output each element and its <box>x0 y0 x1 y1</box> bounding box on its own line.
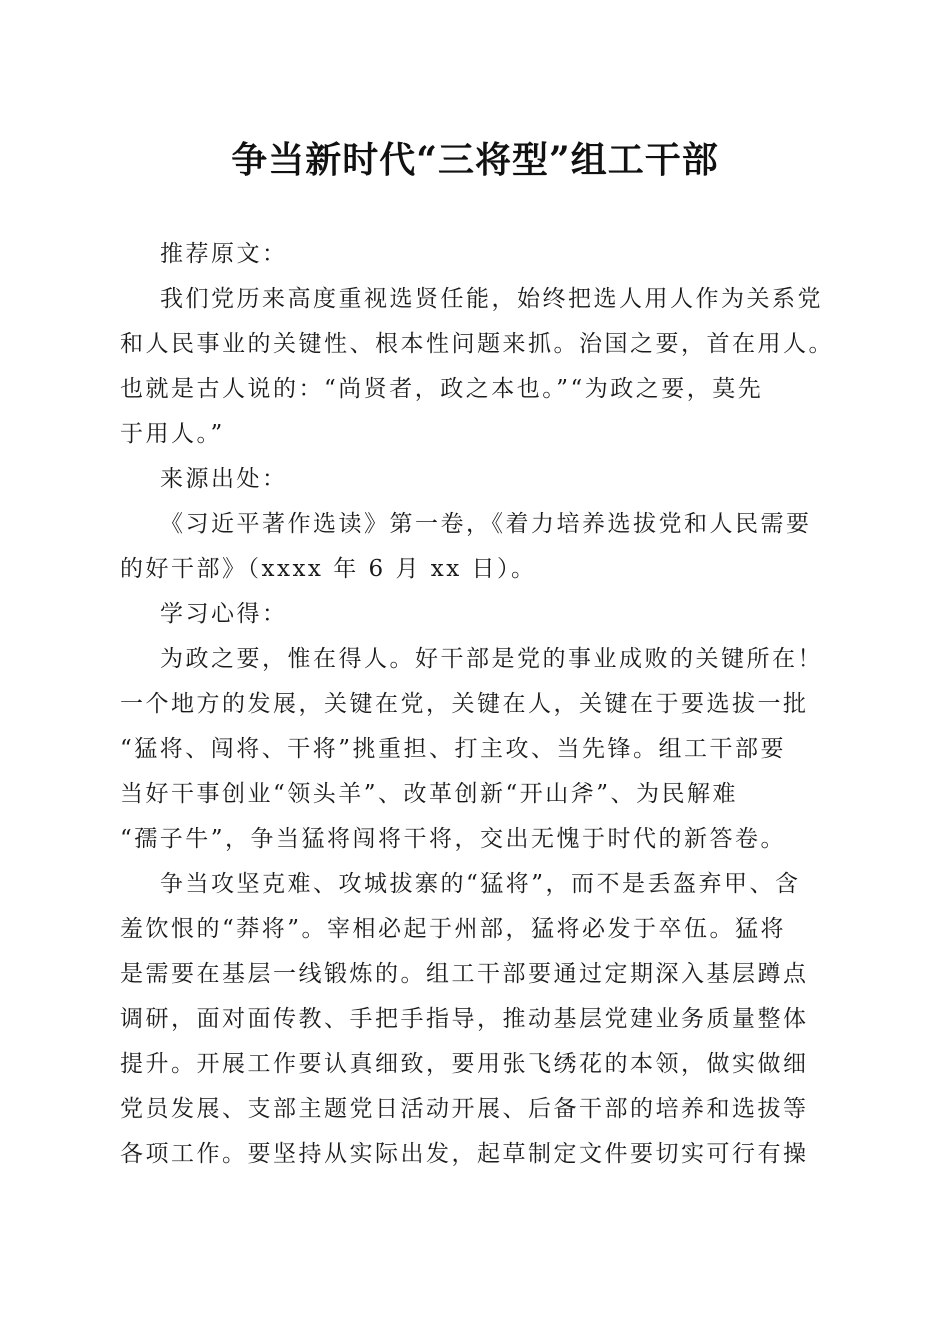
study-paragraph-1 <box>120 637 825 862</box>
text-line: “孺子牛”，争当猛将闯将干将，交出无愧于时代的新答卷。 <box>120 826 787 852</box>
source-paragraph <box>120 502 825 592</box>
text-line: 当好干事创业“领头羊”、改革创新“开山斧”、为民解难 <box>120 781 739 807</box>
text-line: 于用人。” <box>120 421 225 447</box>
text-line: 一个地方的发展，关键在党，关键在人，关键在于要选拔一批 <box>120 691 809 717</box>
text-line: 我们党历来高度重视选贤任能，始终把选人用人作为关系党 <box>160 286 823 312</box>
source-label: 来源出处： <box>160 466 288 492</box>
text-line: 为政之要，惟在得人。好干部是党的事业成败的关键所在！ <box>160 646 823 672</box>
text-line: 和人民事业的关键性、根本性问题来抓。治国之要，首在用人。 <box>120 331 834 357</box>
text-line: 提升。开展工作要认真细致，要用张飞绣花的本领，做实做细 <box>120 1051 809 1077</box>
recommend-label: 推荐原文： <box>160 241 288 267</box>
document-title: 争当新时代“三将型”组工干部 <box>231 139 719 181</box>
text-line: 的好干部》（xxxx 年 6 月 xx 日）。 <box>120 556 537 582</box>
text-line: 争当攻坚克难、攻城拔寨的“猛将”，而不是丢盔弃甲、含 <box>160 871 801 897</box>
text-line: 是需要在基层一线锻炼的。组工干部要通过定期深入基层蹲点 <box>120 961 809 987</box>
text-line: 也就是古人说的：“尚贤者，政之本也。”“为政之要，莫先 <box>120 376 764 402</box>
text-line: 调研，面对面传教、手把手指导，推动基层党建业务质量整体 <box>120 1006 809 1032</box>
text-line: 羞饮恨的“莽将”。宰相必起于州部，猛将必发于卒伍。猛将 <box>120 916 787 942</box>
study-label: 学习心得： <box>160 601 288 627</box>
text-line: 党员发展、支部主题党日活动开展、后备干部的培养和选拔等 <box>120 1096 809 1122</box>
recommend-paragraph <box>120 277 834 457</box>
study-paragraph-2 <box>120 862 825 1177</box>
text-line: “猛将、闯将、干将”挑重担、打主攻、当先锋。组工干部要 <box>120 736 787 762</box>
text-line: 各项工作。要坚持从实际出发，起草制定文件要切实可行有操 <box>120 1141 809 1167</box>
text-line: 《习近平著作选读》第一卷，《着力培养选拔党和人民需要 <box>160 511 812 537</box>
document-body <box>120 232 834 1177</box>
